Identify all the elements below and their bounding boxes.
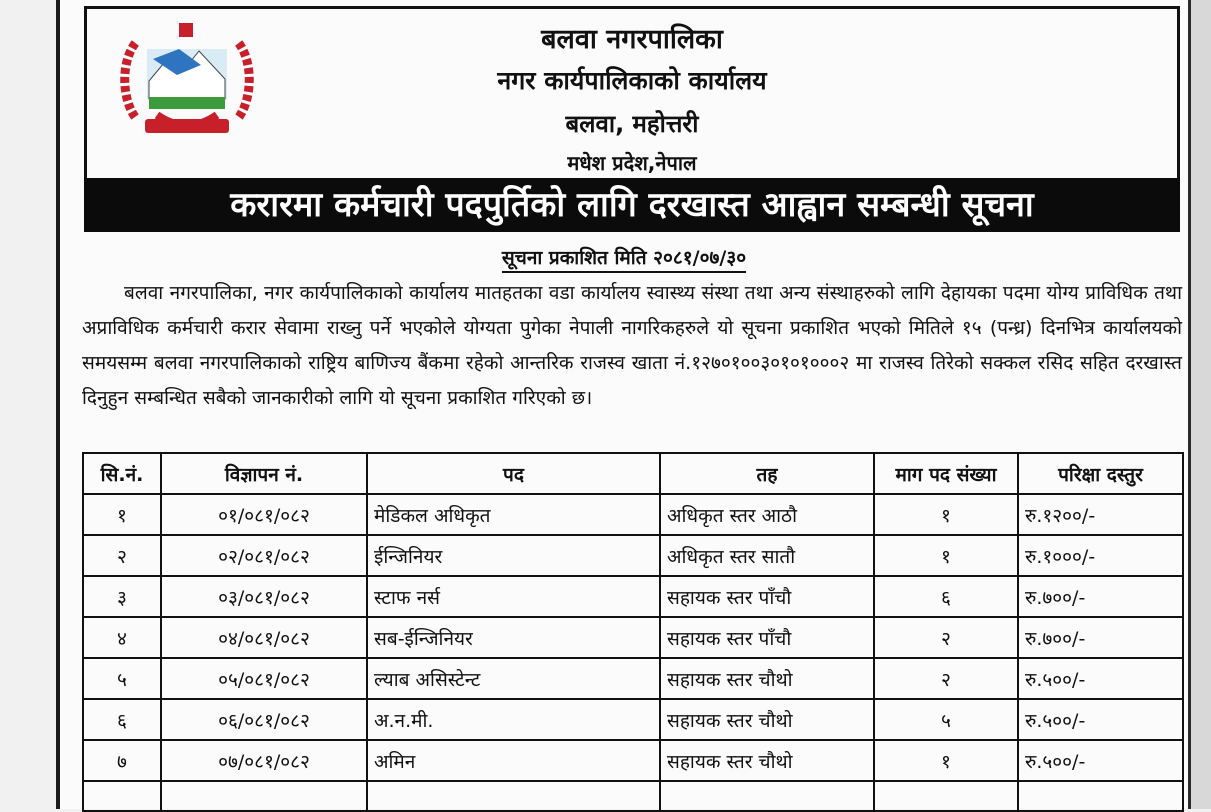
page-right-edge xyxy=(1188,0,1211,809)
cut-cell xyxy=(83,781,161,811)
level-cell: सहायक स्तर चौथो xyxy=(660,740,874,781)
ad-number-cell: ०१/०८१/०८२ xyxy=(161,494,367,535)
serial-cell: १ xyxy=(83,494,161,535)
province-name: मधेश प्रदेश,नेपाल xyxy=(567,151,697,175)
column-header: माग पद संख्या xyxy=(874,453,1018,494)
cut-cell xyxy=(660,781,874,811)
column-header: पद xyxy=(367,453,660,494)
cut-cell xyxy=(161,781,367,811)
ad-number-cell: ०५/०८१/०८२ xyxy=(161,658,367,699)
count-cell: १ xyxy=(874,535,1018,576)
notice-document xyxy=(60,0,1188,809)
level-cell: सहायक स्तर चौथो xyxy=(660,658,874,699)
post-cell: सब-ईन्जिनियर xyxy=(367,617,660,658)
serial-cell: ५ xyxy=(83,658,161,699)
post-cell: ईन्जिनियर xyxy=(367,535,660,576)
fee-cell: रु.७००/- xyxy=(1018,617,1183,658)
notice-body xyxy=(82,276,1182,416)
table-row xyxy=(83,740,1183,781)
vacancy-table xyxy=(82,452,1184,812)
published-date xyxy=(60,244,1188,270)
notice-body-paragraph: बलवा नगरपालिका, नगर कार्यपालिकाको कार्यालय मातहतका वडा कार्यालय स्वास्थ्य संस्था तथा अन्य संस्थाहरुको लागि देहायका पदमा योग्य प्राविधिक तथा अप्राविधिक कर्मचारी करार सेवामा राख्नु पर्ने भएकोले योग्यता पुगेका नेपाली नागरिकहरुले यो सूचना प्रकाशित भएको मितिले १५ (पन्ध्र) दिनभित्र कार्यालयको समयसम्म बलवा नगरपालिकाको राष्ट्रिय बाणिज्य बैंकमा रहेको आन्तरिक राजस्व खाता नं.१२७०१००३०१०१०००२ मा राजस्व तिरेको सक्कल रसिद सहित दरखास्त दिनुहुन सम्बन्धित सबैको जानकारीको लागि यो सूचना प्रकाशित गरिएको छ। xyxy=(82,282,1182,409)
post-cell: स्टाफ नर्स xyxy=(367,576,660,617)
column-header: सि.नं. xyxy=(83,453,161,494)
municipality-name: बलवा नगरपालिका xyxy=(541,24,723,55)
ad-number-cell: ०३/०८१/०८२ xyxy=(161,576,367,617)
post-cell: मेडिकल अधिकृत xyxy=(367,494,660,535)
count-cell: ६ xyxy=(874,576,1018,617)
ad-number-cell: ०२/०८१/०८२ xyxy=(161,535,367,576)
table-row xyxy=(83,494,1183,535)
fee-cell: रु.१२००/- xyxy=(1018,494,1183,535)
count-cell: २ xyxy=(874,658,1018,699)
count-cell: २ xyxy=(874,617,1018,658)
serial-cell: ७ xyxy=(83,740,161,781)
fee-cell: रु.७००/- xyxy=(1018,576,1183,617)
ad-number-cell: ०६/०८१/०८२ xyxy=(161,699,367,740)
count-cell: ५ xyxy=(874,699,1018,740)
cut-cell xyxy=(367,781,660,811)
table-row xyxy=(83,576,1183,617)
table-row xyxy=(83,699,1183,740)
table-header-row xyxy=(83,453,1183,494)
cut-cell xyxy=(1018,781,1183,811)
level-cell: सहायक स्तर चौथो xyxy=(660,699,874,740)
published-date-text: सूचना प्रकाशित मिति २०८१/०७/३० xyxy=(502,247,746,273)
count-cell: १ xyxy=(874,494,1018,535)
count-cell: १ xyxy=(874,740,1018,781)
level-cell: अधिकृत स्तर सातौ xyxy=(660,535,874,576)
post-cell: अमिन xyxy=(367,740,660,781)
office-address: बलवा, महोत्तरी xyxy=(565,110,699,138)
office-name: नगर कार्यपालिकाको कार्यालय xyxy=(497,66,767,95)
fee-cell: रु.५००/- xyxy=(1018,699,1183,740)
serial-cell: २ xyxy=(83,535,161,576)
notice-title: करारमा कर्मचारी पदपुर्तिको लागि दरखास्त आह्वान सम्बन्धी सूचना xyxy=(84,178,1180,232)
serial-cell: ६ xyxy=(83,699,161,740)
post-cell: ल्याब असिस्टेन्ट xyxy=(367,658,660,699)
cut-cell xyxy=(874,781,1018,811)
post-cell: अ.न.मी. xyxy=(367,699,660,740)
column-header: परिक्षा दस्तुर xyxy=(1018,453,1183,494)
table-row xyxy=(83,617,1183,658)
level-cell: सहायक स्तर पाँचौ xyxy=(660,617,874,658)
letterhead xyxy=(84,6,1180,178)
level-cell: अधिकृत स्तर आठौ xyxy=(660,494,874,535)
column-header: विज्ञापन नं. xyxy=(161,453,367,494)
table-row-cut-off xyxy=(83,781,1183,811)
ad-number-cell: ०७/०८१/०८२ xyxy=(161,740,367,781)
serial-cell: ३ xyxy=(83,576,161,617)
table-row xyxy=(83,658,1183,699)
fee-cell: रु.५००/- xyxy=(1018,740,1183,781)
fee-cell: रु.५००/- xyxy=(1018,658,1183,699)
ad-number-cell: ०४/०८१/०८२ xyxy=(161,617,367,658)
serial-cell: ४ xyxy=(83,617,161,658)
level-cell: सहायक स्तर पाँचौ xyxy=(660,576,874,617)
table-row xyxy=(83,535,1183,576)
fee-cell: रु.१०००/- xyxy=(1018,535,1183,576)
column-header: तह xyxy=(660,453,874,494)
